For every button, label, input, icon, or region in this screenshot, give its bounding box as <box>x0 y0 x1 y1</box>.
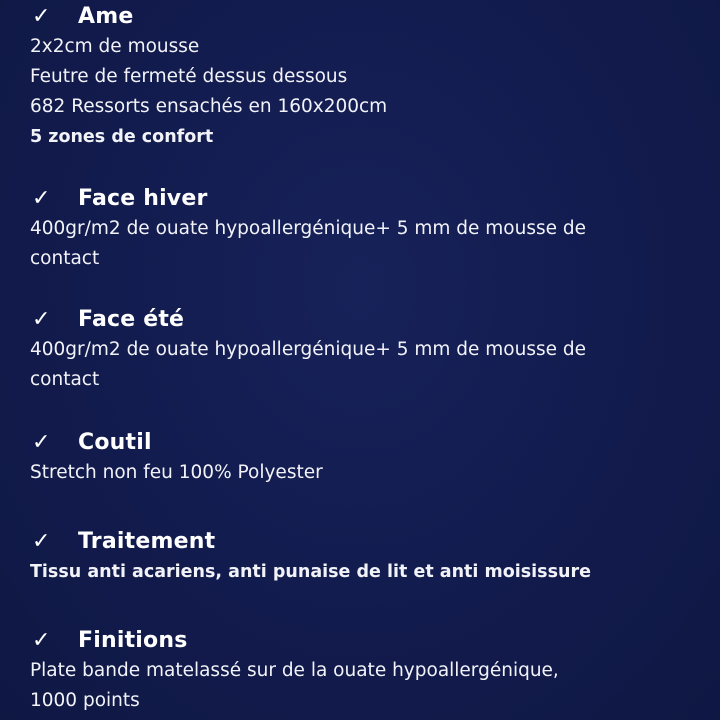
spec-line: 2x2cm de mousse <box>30 36 200 57</box>
section-title: Finitions <box>78 628 188 653</box>
section-title: Coutil <box>78 430 152 455</box>
checkmark-icon: ✓ <box>32 307 51 332</box>
section-title: Face été <box>78 307 185 332</box>
checkmark-icon: ✓ <box>32 4 51 29</box>
section-heading <box>30 626 700 656</box>
checkmark-icon: ✓ <box>32 529 51 554</box>
section-heading <box>30 305 700 335</box>
section-ame <box>30 2 700 152</box>
spec-line: 682 Ressorts ensachés en 160x200cm <box>30 96 388 117</box>
spec-line: contact <box>30 369 100 390</box>
spec-line-highlight: Tissu anti acariens, anti punaise de lit et anti moisissure <box>30 562 591 582</box>
spec-line: Stretch non feu 100% Polyester <box>30 462 323 483</box>
spec-line-highlight: 5 zones de confort <box>30 127 214 147</box>
spec-line: 400gr/m2 de ouate hypoallergénique+ 5 mm de mousse de <box>30 218 587 239</box>
spec-line: contact <box>30 248 100 269</box>
spec-line: 1000 points <box>30 690 140 711</box>
checkmark-icon: ✓ <box>32 628 51 653</box>
checkmark-icon: ✓ <box>32 186 51 211</box>
section-heading <box>30 428 700 458</box>
section-face-ete <box>30 305 700 395</box>
section-title: Face hiver <box>78 186 208 211</box>
section-title: Ame <box>78 4 134 29</box>
section-title: Traitement <box>78 529 216 554</box>
spec-line: 400gr/m2 de ouate hypoallergénique+ 5 mm de mousse de <box>30 339 587 360</box>
spec-line: Plate bande matelassé sur de la ouate hypoallergénique, <box>30 660 559 681</box>
section-heading <box>30 184 700 214</box>
checkmark-icon: ✓ <box>32 430 51 455</box>
section-heading <box>30 527 700 557</box>
spec-line: Feutre de fermeté dessus dessous <box>30 66 348 87</box>
section-coutil <box>30 428 700 488</box>
section-heading <box>30 2 700 32</box>
section-finitions <box>30 626 700 716</box>
section-face-hiver <box>30 184 700 274</box>
section-traitement <box>30 527 700 587</box>
